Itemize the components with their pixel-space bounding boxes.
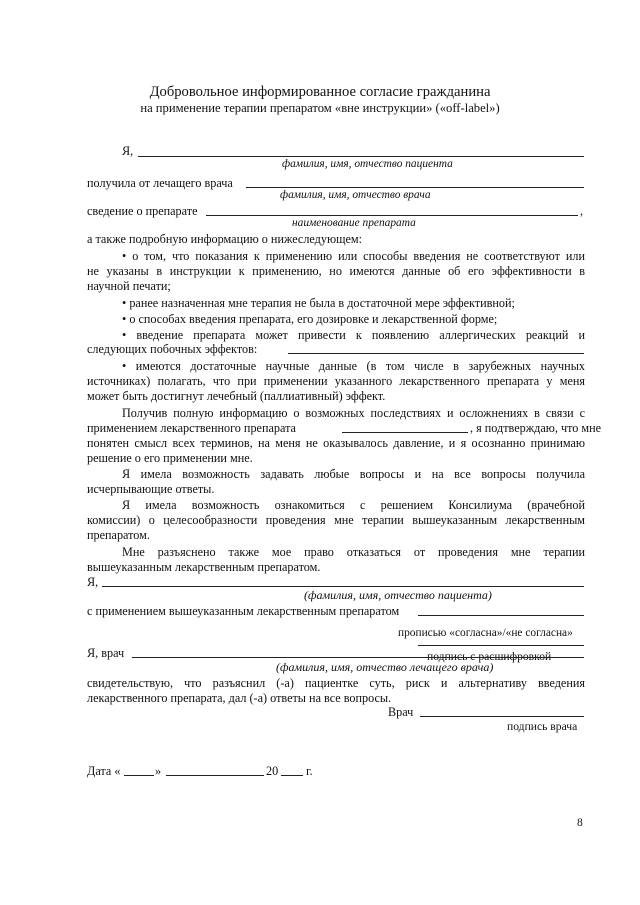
consent-patient-name-line[interactable]: [102, 586, 584, 587]
received-from-doctor-label: получила от лечащего врача: [87, 176, 233, 190]
patient-name-caption: фамилия, имя, отчество пациента: [282, 158, 453, 170]
ya-label: Я,: [122, 144, 134, 158]
bullet-5-line-1: • имеются достаточные научные данные (в том числе в зарубежных научных: [122, 359, 585, 373]
paragraph-2-line-2: исчерпывающие ответы.: [87, 482, 215, 496]
paragraph-1-line-2b: , я подтверждаю, что мне: [470, 421, 602, 435]
bullet-1-line-1: • о том, что показания к применению или способы введения не соответствуют или: [122, 249, 585, 263]
paragraph-3-line-3: препаратом.: [87, 528, 150, 542]
agree-field-line[interactable]: [418, 615, 584, 616]
bullet-2: • ранее назначенная мне терапия не была в достаточной мере эффективной;: [122, 296, 515, 310]
paragraph-1-line-2a: применением лекарственного препарата: [87, 421, 296, 435]
with-use-label: с применением вышеуказанным лекарственным препаратом: [87, 604, 400, 618]
paragraph-2-line-1: Я имела возможность задавать любые вопросы и на все вопросы получила: [122, 467, 585, 481]
bullet-5-line-2: источниках) полагать, что при применении указанного лекарственного препарата у меня: [87, 374, 585, 388]
bullet-4-line-2: следующих побочных эффектов:: [87, 342, 258, 356]
date-day-line[interactable]: [124, 775, 154, 776]
vrach-label: Врач: [388, 705, 414, 719]
drug-name-line[interactable]: [206, 215, 578, 216]
bullet-3: • о способах введения препарата, его дозировке и лекарственной форме;: [122, 312, 498, 326]
doctor-signature-caption: подпись врача: [507, 720, 578, 733]
paragraph-4-line-1: Мне разъяснено также мое право отказаться от проведения мне терапии: [122, 545, 585, 559]
drug-comma: ,: [580, 204, 584, 218]
side-effects-line[interactable]: [288, 353, 584, 354]
paragraph-3-line-2: комиссии) о целесообразности проведения мне терапии вышеуказанным лекарственным: [87, 513, 585, 527]
date-label: Дата «: [87, 764, 121, 778]
page-number: 8: [577, 816, 583, 829]
date-year-prefix: 20: [266, 764, 279, 778]
drug-name-inline-line[interactable]: [342, 432, 468, 433]
bullet-5-line-3: может быть достигнут лечебный (паллиативный) эффект.: [87, 389, 386, 403]
patient-signature-caption: подпись с расшифровкой: [427, 650, 552, 663]
doctor-ya-label: Я, врач: [87, 646, 125, 660]
doctor-statement-line-2: лекарственного препарата, дал (-а) ответы на все вопросы.: [87, 691, 392, 705]
bullet-1-line-3: научной печати;: [87, 279, 171, 293]
date-year-line[interactable]: [281, 775, 303, 776]
doctor-statement-line-1: свидетельствую, что разъяснил (-а) пациентке суть, риск и альтернативу введения: [87, 676, 585, 690]
intro-text: а также подробную информацию о нижеследующем:: [87, 232, 362, 246]
paragraph-1-line-4: решение о его применении мне.: [87, 451, 253, 465]
agree-caption: прописью «согласна»/«не согласна»: [398, 627, 573, 639]
drug-info-label: сведение о препарате: [87, 204, 198, 218]
paragraph-3-line-1: Я имела возможность ознакомиться с решением Консилиума (врачебной: [122, 498, 585, 512]
consent-patient-caption: (фамилия, имя, отчество пациента): [304, 588, 492, 602]
date-g-label: г.: [306, 764, 313, 778]
date-month-line[interactable]: [166, 775, 264, 776]
paragraph-1-line-1: Получив полную информацию о возможных последствиях и осложнениях в связи с: [122, 406, 585, 420]
doctor-signature-line[interactable]: [420, 716, 584, 717]
paragraph-4-line-2: вышеуказанным лекарственным препаратом.: [87, 560, 321, 574]
doctor-full-name-line[interactable]: [132, 657, 584, 658]
patient-name-line[interactable]: [138, 156, 584, 157]
doctor-name-line[interactable]: [246, 187, 584, 188]
bullet-4-line-1: • введение препарата может привести к появлению аллергических реакций и: [122, 328, 585, 342]
drug-name-caption: наименование препарата: [292, 217, 416, 229]
bullet-1-line-2: не указаны в инструкции к применению, но имеются данные об его эффективности в: [87, 264, 585, 278]
patient-signature-line[interactable]: [418, 645, 584, 646]
date-close-quote: »: [155, 764, 162, 778]
paragraph-1-line-3: понятен смысл всех терминов, на меня не оказывалось давление, и я осознанно принимаю: [87, 436, 585, 450]
doctor-full-name-caption: (фамилия, имя, отчество лечащего врача): [276, 660, 494, 674]
form-title: Добровольное информированное согласие гражданина: [149, 84, 491, 100]
consent-ya-label: Я,: [87, 575, 99, 589]
form-subtitle: на применение терапии препаратом «вне инструкции» («off-label»): [140, 101, 500, 115]
doctor-name-caption: фамилия, имя, отчество врача: [280, 189, 431, 201]
